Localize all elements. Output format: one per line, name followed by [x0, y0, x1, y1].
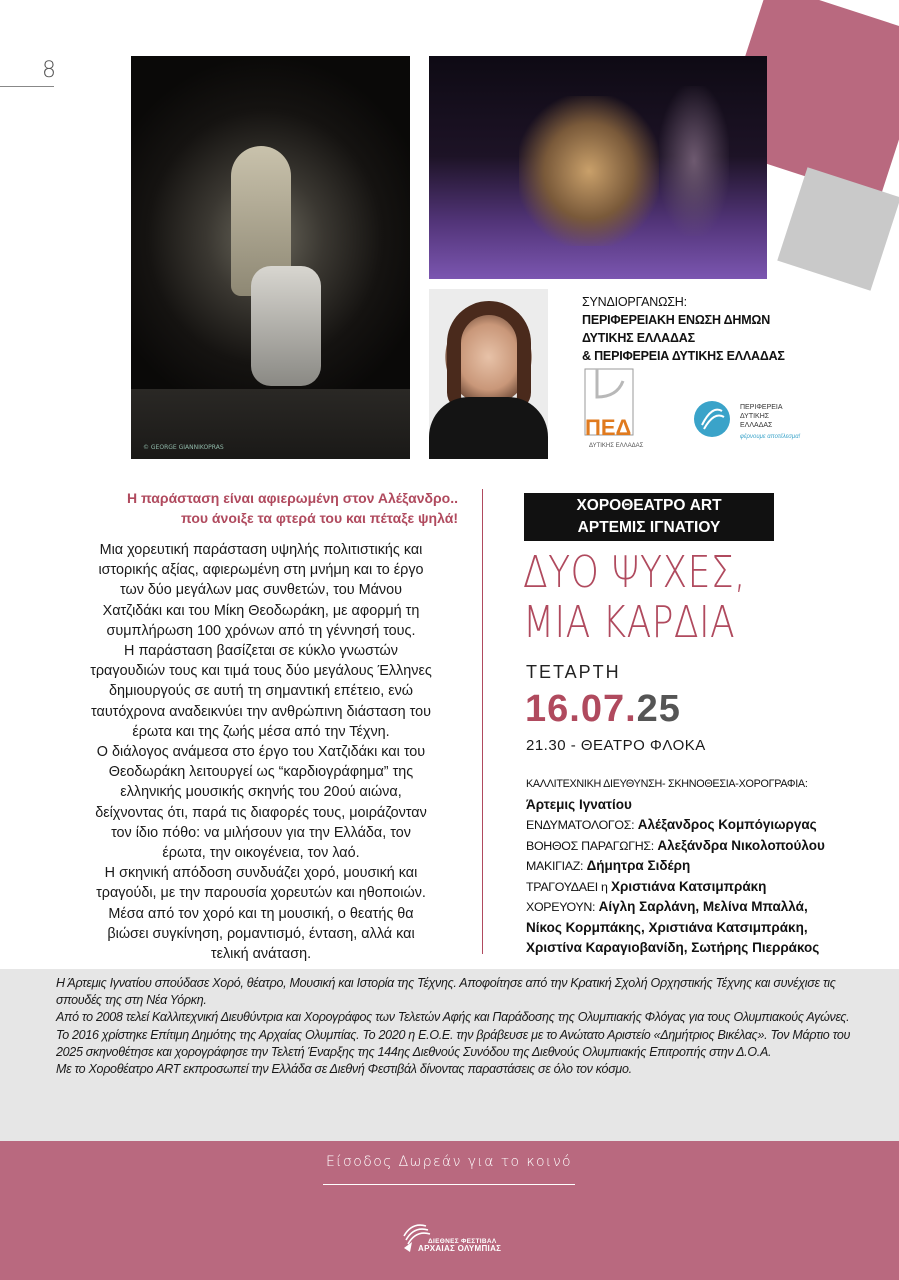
column-divider [482, 489, 483, 954]
festival-logo-text [418, 1238, 501, 1252]
body-line: τραγούδι, με την παρουσία χορευτών και ηθοποιών. [96, 885, 426, 902]
artist-bio [56, 975, 876, 1078]
title-line2: ΜΙΑ ΚΑΡΔΙΑ [523, 597, 736, 648]
dancers-role: ΧΟΡΕΥΟΥΝ: [526, 900, 596, 914]
costume-role: ΕΝΔΥΜΑΤΟΛΟΓΟΣ: [526, 818, 635, 832]
body-line: έρωτα και της ζωής μέσα από την Τέχνη. [132, 723, 390, 740]
festival-line1: ΔΙΕΘΝΕΣ ΦΕΣΤΙΒΑΛ [428, 1238, 497, 1245]
body-line: συμπλήρωση 100 χρόνων από τη γέννησή τους. [106, 622, 416, 639]
organizers-line1: ΠΕΡΙΦΕΡΕΙΑΚΗ ΕΝΩΣΗ ΔΗΜΩΝ [582, 313, 771, 327]
body-line: τον ίδιο πόθο: να μιλήσουν για την Ελλάδα, τον [111, 824, 411, 841]
body-line: έρωτα, την οικογένεια, τον λαό. [162, 845, 360, 862]
event-date [525, 688, 681, 731]
credits-block [526, 774, 886, 959]
bio-paragraph: Με το Χοροθέατρο ART εκπροσωπεί την Ελλάδα σε Διεθνή Φεστιβάλ δίνοντας παραστάσεις σε όλο τον κόσμο. [56, 1062, 632, 1077]
portrait-sweater [429, 397, 548, 459]
body-line: Θεοδωράκη λειτουργεί ως “καρδιογράφημα” της [108, 764, 414, 781]
body-line: Χατζιδάκι και του Μίκη Θεοδωράκη, με αφορμή τη [102, 602, 420, 619]
ensemble-line2: ΑΡΤΕΜΙΣ ΙΓΝΑΤΙΟΥ [577, 519, 721, 536]
assistant-role: ΒΟΗΘΟΣ ΠΑΡΑΓΩΓΗΣ: [526, 838, 654, 853]
dance-duo-photo [131, 56, 410, 459]
free-entry-underline [323, 1184, 575, 1185]
intro-line1: Η παράσταση είναι αφιερωμένη στον Αλέξανδρο.. [126, 490, 458, 506]
ped-logo-sub: ΔΥΤΙΚΗΣ ΕΛΛΑΔΑΣ [589, 443, 644, 449]
description-body [62, 540, 460, 964]
date-year: 25 [636, 688, 681, 730]
dance-ensemble-photo [429, 56, 767, 279]
bio-paragraph: Από το 2008 τελεί Καλλιτεχνική Διευθύντρια και Χορογράφος των Τελετών Αφής και Παράδοσης της Ολυμπιακής Φλόγας για τους Ολυμπιακούς Αγώνες. [56, 1010, 850, 1025]
bio-paragraph: Η Άρτεμις Ιγνατίου σπούδασε Χορό, θέατρο, Μουσική και Ιστορία της Τέχνης. Αποφοίτησε από την Κρατική Σχολή Ορχηστικής Τέχνης και συνέχισε τις σπουδές της στη Νέα Υόρκη. [56, 976, 836, 1008]
makeup-name: Δήμητρα Σιδέρη [586, 858, 691, 873]
photo-credit: © GEORGE GIANNIKOPRAS [143, 444, 224, 451]
direction-role: ΚΑΛΛΙΤΕΧΝΙΚΗ ΔΙΕΥΘΥΝΣΗ- ΣΚΗΝΟΘΕΣΙΑ-ΧΟΡΟΓΡΑΦΙΑ: [526, 778, 808, 790]
body-line: ελληνικής μουσικής σκηνής του 20ού αιώνα, [120, 784, 402, 801]
organizers-line2: ΔΥΤΙΚΗΣ ΕΛΛΑΔΑΣ [582, 331, 695, 345]
festival-line2: ΑΡΧΑΙΑΣ ΟΛΥΜΠΙΑΣ [418, 1244, 502, 1253]
body-line: Η σκηνική απόδοση συνδυάζει χορό, μουσική και [104, 865, 418, 882]
date-day-month: 16.07. [525, 688, 637, 730]
ensemble-line1: ΧΟΡΟΘΕΑΤΡΟ ART [576, 497, 722, 514]
dedication-intro [70, 488, 458, 528]
organizers-label: ΣΥΝΔΙΟΡΓΑΝΩΣΗ: [582, 295, 687, 309]
bio-paragraph: Το 2016 χρίστηκε Επίτιμη Δημότης της Αρχαίας Ολυμπίας. Το 2020 η Ε.Ο.Ε. την βράβευσε με το Ανώτατο Αριστείο «Δημήτριος Βικέλας». Τον Μάρτιο του 2025 σκηνοθέτησε και χορογράφησε την Τελετή Έναρξης της 144ης Διεθνούς Συνόδου της Διεθνούς Ολυμπιακής Επιτροπής στην Δ.Ο.Α. [56, 1027, 851, 1059]
body-line: Μέσα από τον χορό και τη μουσική, ο θεατής θα [108, 905, 414, 922]
event-title [523, 548, 746, 648]
pde-line1: ΠΕΡΙΦΕΡΕΙΑ [740, 404, 783, 411]
page-number-rule [0, 86, 54, 87]
event-weekday: ΤΕΤΑΡΤΗ [526, 662, 621, 682]
intro-line2: που άνοιξε τα φτερά του και πέταξε ψηλά! [181, 510, 458, 526]
body-line: Η παράσταση βασίζεται σε κύκλο γνωστών [124, 643, 398, 660]
free-entry-note: Είσοδος Δωρεάν για το κοινό [325, 1154, 573, 1170]
body-line: τελική ανάταση. [210, 946, 312, 963]
portrait-hair [447, 301, 531, 411]
page-number: 8 [42, 58, 56, 83]
singer-role: ΤΡΑΓΟΥΔΑΕΙ η [526, 879, 608, 894]
title-line1: ΔΥΟ ΨΥΧΕΣ, [523, 547, 746, 598]
dancer-group-figure [519, 96, 659, 246]
singer-name: Χριστιάνα Κατσιμπράκη [611, 878, 767, 894]
dancer-male-figure [251, 266, 321, 386]
assistant-name: Αλεξάνδρα Νικολοπούλου [657, 837, 825, 853]
pde-line2: ΔΥΤΙΚΗΣ [740, 413, 770, 420]
body-line: Μια χορευτική παράσταση υψηλής πολιτιστικής και [99, 542, 423, 558]
body-line: των δύο μεγάλων μας συνθετών, του Μάνου [120, 582, 402, 599]
event-time-venue: 21.30 - ΘΕΑΤΡΟ ΦΛΟΚΑ [526, 737, 706, 754]
dancers-line2: Νίκος Κορμπάκης, Χριστιάνα Κατσιμπράκη, [526, 919, 808, 935]
ped-logo [583, 367, 647, 453]
body-line: δημιουργούς σε αυτή τη σημαντική επέτειο, ενώ [108, 683, 414, 700]
body-line: ταυτόχρονα αναδεικνύει την ανθρώπινη διάσταση του [91, 703, 431, 720]
body-line: Ο διάλογος ανάμεσα στο έργο του Χατζιδάκι και του [96, 744, 426, 761]
pde-slogan: φέρνουμε αποτέλεσμα! [740, 434, 801, 440]
direction-name: Άρτεμις Ιγνατίου [526, 796, 632, 812]
body-line: ιστορικής αξίας, αφιερωμένη στη μνήμη και το έργο [98, 562, 424, 579]
body-line: τραγουδιών τους και τιμά τους δύο μεγάλους Έλληνες [90, 663, 432, 680]
costume-name: Αλέξανδρος Κομπόγιωργας [637, 817, 817, 832]
pde-logo [692, 395, 812, 445]
organizers-line3: & ΠΕΡΙΦΕΡΕΙΑ ΔΥΤΙΚΗΣ ΕΛΛΑΔΑΣ [582, 349, 785, 363]
pde-line3: ΕΛΛΑΔΑΣ [740, 422, 773, 429]
body-line: βιώσει συγκίνηση, ρομαντισμό, ένταση, αλλά και [107, 925, 415, 942]
artemis-portrait-photo [429, 289, 548, 459]
body-line: δείχνοντας ότι, παρά τις διαφορές τους, μοιράζονταν [95, 804, 427, 821]
dancer-background-figure [659, 86, 729, 236]
organizers-block [582, 293, 785, 365]
dancers-line3: Χριστίνα Καραγιοβανίδη, Σωτήρης Πιερράκος [526, 940, 820, 955]
ensemble-badge [524, 493, 774, 541]
ped-logo-text: ΠΕΔ [585, 415, 632, 440]
makeup-role: ΜΑΚΙΓΙΑΖ: [526, 859, 584, 873]
dancers-line1: Αίγλη Σαρλάνη, Μελίνα Μπαλλά, [598, 899, 808, 914]
